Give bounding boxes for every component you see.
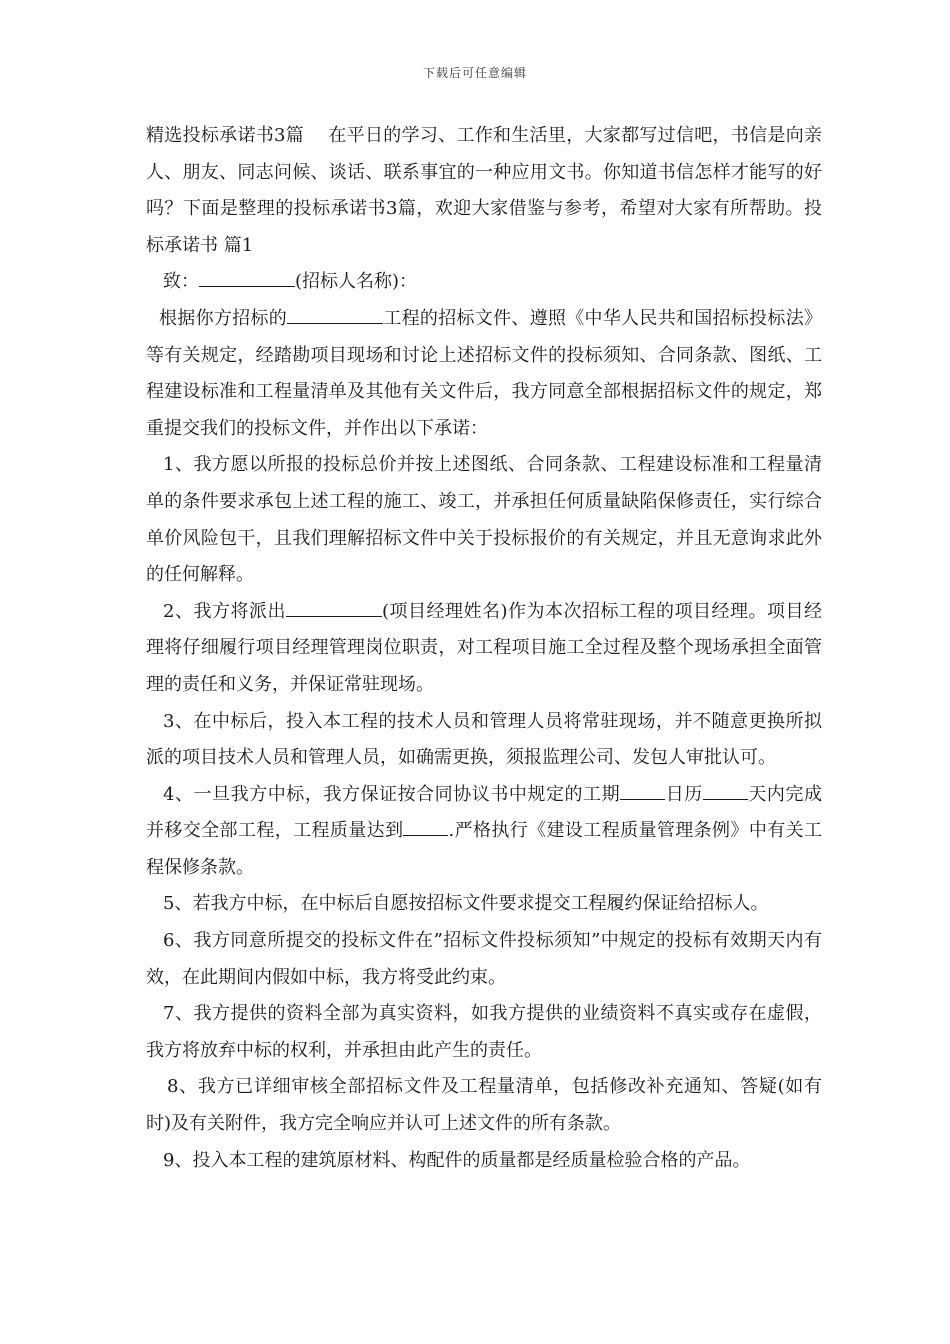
addressee-line: [146, 264, 822, 301]
recipient-name-blank: [199, 268, 295, 287]
days-blank: [703, 781, 748, 800]
duration-blank: [620, 781, 665, 800]
commitment-item-5: 5、若我方中标，在中标后自愿按招标文件要求提交工程履约保证给招标人。: [163, 893, 769, 915]
document-body: [146, 118, 822, 1179]
header-note: 下载后可任意编辑: [422, 66, 527, 80]
basis-suffix: 工程的招标文件、遵照《中华人民共和国招标投标法》等有关规定，经踏勘项目现场和讨论上述招标文件的投标须知、合同条款、图纸、工程建设标准和工程量清单及其他有关文件后，我方同意全部根据招标文件的规定，郑重提交我们的投标文件，并作出以下承诺：: [146, 307, 823, 439]
commitment-item-3: 3、在中标后，投入本工程的技术人员和管理人员将常驻现场，并不随意更换所拟派的项目技术人员和管理人员，如确需更换，须报监理公司、发包人审批认可。: [146, 710, 822, 769]
intro-paragraph: 精选投标承诺书3篇 在平日的学习、工作和生活里，大家都写过信吧，书信是向亲人、朋友、同志问候、谈话、联系事宜的一种应用文书。你知道书信怎样才能写的好吗？下面是整理的投标承诺书3篇，欢迎大家借鉴与参考，希望对大家有所帮助。投标承诺书 篇1: [146, 125, 822, 256]
item4-part2: 日历: [665, 783, 703, 805]
manager-name-blank: [286, 598, 382, 617]
item4-part1: 4、一旦我方中标，我方保证按合同协议书中规定的工期: [163, 783, 621, 805]
item2-prefix: 2、我方将派出: [163, 600, 286, 622]
commitment-item-7: 7、我方提供的资料全部为真实资料，如我方提供的业绩资料不真实或存在虚假，我方将放弃中标的权利，并承担由此产生的责任。: [146, 1003, 822, 1061]
commitment-item-4: [146, 777, 822, 887]
project-name-blank: [287, 305, 383, 324]
addressee-suffix: (招标人名称)：: [295, 271, 418, 293]
quality-blank: [403, 817, 448, 836]
commitment-item-9: 9、投入本工程的建筑原材料、构配件的质量都是经质量检验合格的产品。: [163, 1149, 751, 1171]
item2-suffix: (项目经理姓名)作为本次招标工程的项目经理。项目经理将仔细履行项目经理管理岗位职责，对工程项目施工全过程及整个现场承担全面管理的责任和义务，并保证常驻现场。: [146, 600, 822, 695]
addressee-prefix: 致：: [163, 271, 199, 293]
commitment-item-6: 6、我方同意所提交的投标文件在”招标文件投标须知”中规定的投标有效期天内有效，在此期间内假如中标，我方将受此约束。: [146, 930, 822, 988]
commitment-item-1: 1、我方愿以所报的投标总价并按上述图纸、合同条款、工程建设标准和工程量清单的条件要求承包上述工程的施工、竣工，并承担任何质量缺陷保修责任，实行综合单价风险包干，且我们理解招标文件中关于投标报价的有关规定，并且无意询求此外的任何解释。: [146, 454, 822, 586]
basis-paragraph: [146, 301, 822, 447]
commitment-item-8: 8、我方已详细审核全部招标文件及工程量清单，包括修改补充通知、答疑(如有时)及有关附件，我方完全响应并认可上述文件的所有条款。: [146, 1076, 822, 1135]
item4-part3: 天内完成并移交全部工程，工程质量达到: [146, 783, 823, 842]
commitment-item-2: [146, 594, 822, 704]
item4-part4: .严格执行《建设工程质量管理条例》中有关工程保修条款。: [146, 820, 822, 878]
basis-prefix: 根据你方招标的: [159, 307, 288, 329]
